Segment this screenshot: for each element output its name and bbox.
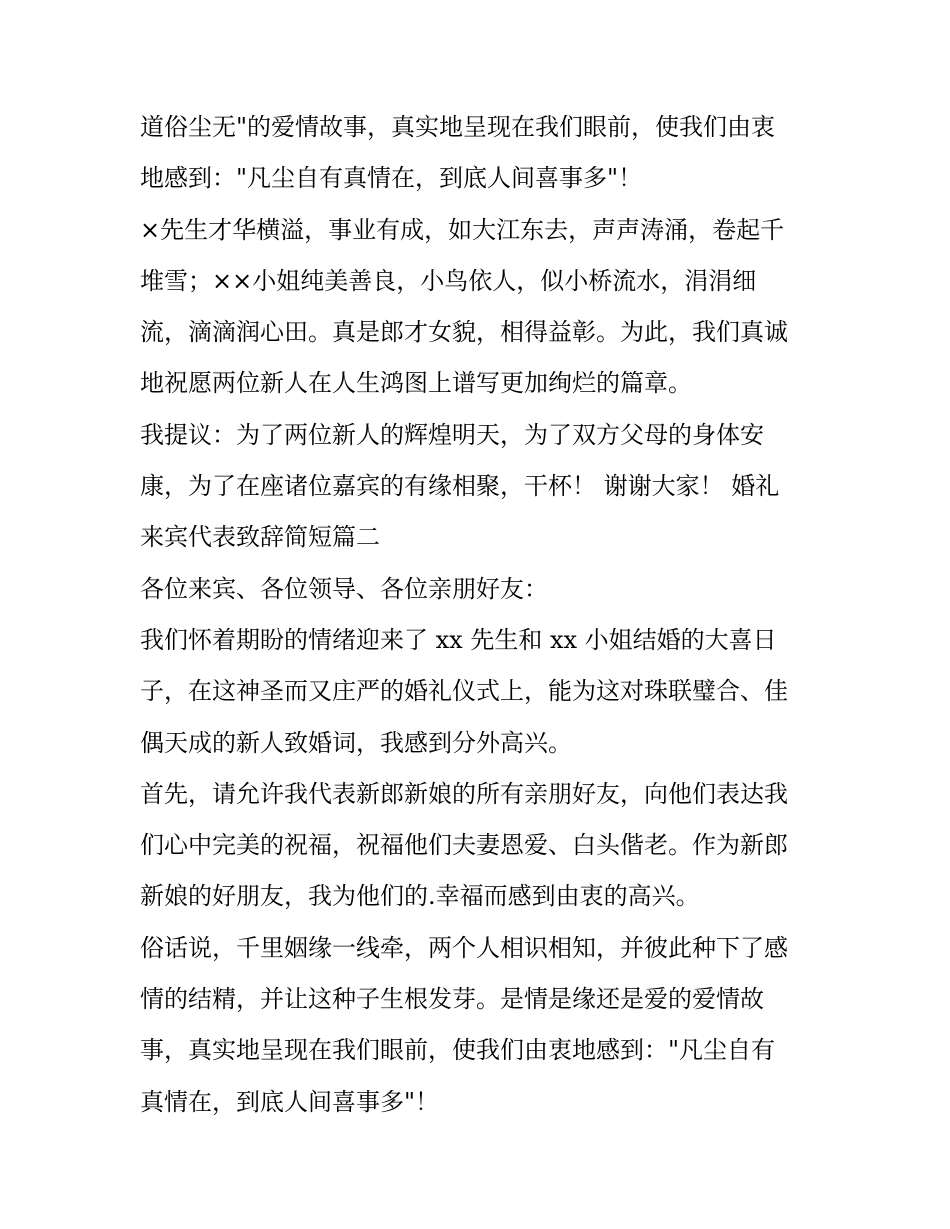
text-line: 事，真实地呈现在我们眼前，使我们由衷地感到："凡尘自有 [140,1036,776,1065]
text-line: ×先生才华横溢，事业有成，如大江东去，声声涛涌，卷起千 [140,215,785,244]
text-line: 偶天成的新人致婚词，我感到分外高兴。 [140,728,572,757]
text-line: 堆雪；××小姐纯美善良，小鸟依人，似小桥流水，涓涓细 [140,266,757,295]
text-line: 我提议：为了两位新人的辉煌明天，为了双方父母的身体安 [140,420,764,449]
text-line: 地感到："凡尘自有真情在，到底人间喜事多"！ [140,164,643,193]
text-line: 我们怀着期盼的情绪迎来了 xx 先生和 xx 小姐结婚的大喜日 [140,625,777,654]
text-line: 子，在这神圣而又庄严的婚礼仪式上，能为这对珠联璧合、佳 [140,677,788,706]
document-body [140,102,820,1128]
text-line: 首先，请允许我代表新郎新娘的所有亲朋好友，向他们表达我 [140,779,788,808]
text-line: 流，滴滴润心田。真是郎才女貌，相得益彰。为此，我们真诚 [140,318,788,347]
salutation-line: 各位来宾、各位领导、各位亲朋好友： [140,574,548,603]
text-line: 康，为了在座诸位嘉宾的有缘相聚，干杯！ 谢谢大家！ 婚礼 [140,472,780,501]
text-line: 们心中完美的祝福，祝福他们夫妻恩爱、白头偕老。作为新郎 [140,831,788,860]
text-line: 地祝愿两位新人在人生鸿图上谱写更加绚烂的篇章。 [140,369,692,398]
text-line: 真情在，到底人间喜事多"！ [140,1087,440,1116]
text-line: 俗话说，千里姻缘一线牵，两个人相识相知，并彼此种下了感 [140,933,788,962]
text-line: 情的结精，并让这种子生根发芽。是情是缘还是爱的爱情故 [140,985,764,1014]
text-line: 新娘的好朋友，我为他们的.幸福而感到由衷的高兴。 [140,882,700,911]
section-heading-line: 来宾代表致辞简短篇二 [140,523,380,552]
text-line: 道俗尘无"的爱情故事，真实地呈现在我们眼前，使我们由衷 [140,113,776,141]
